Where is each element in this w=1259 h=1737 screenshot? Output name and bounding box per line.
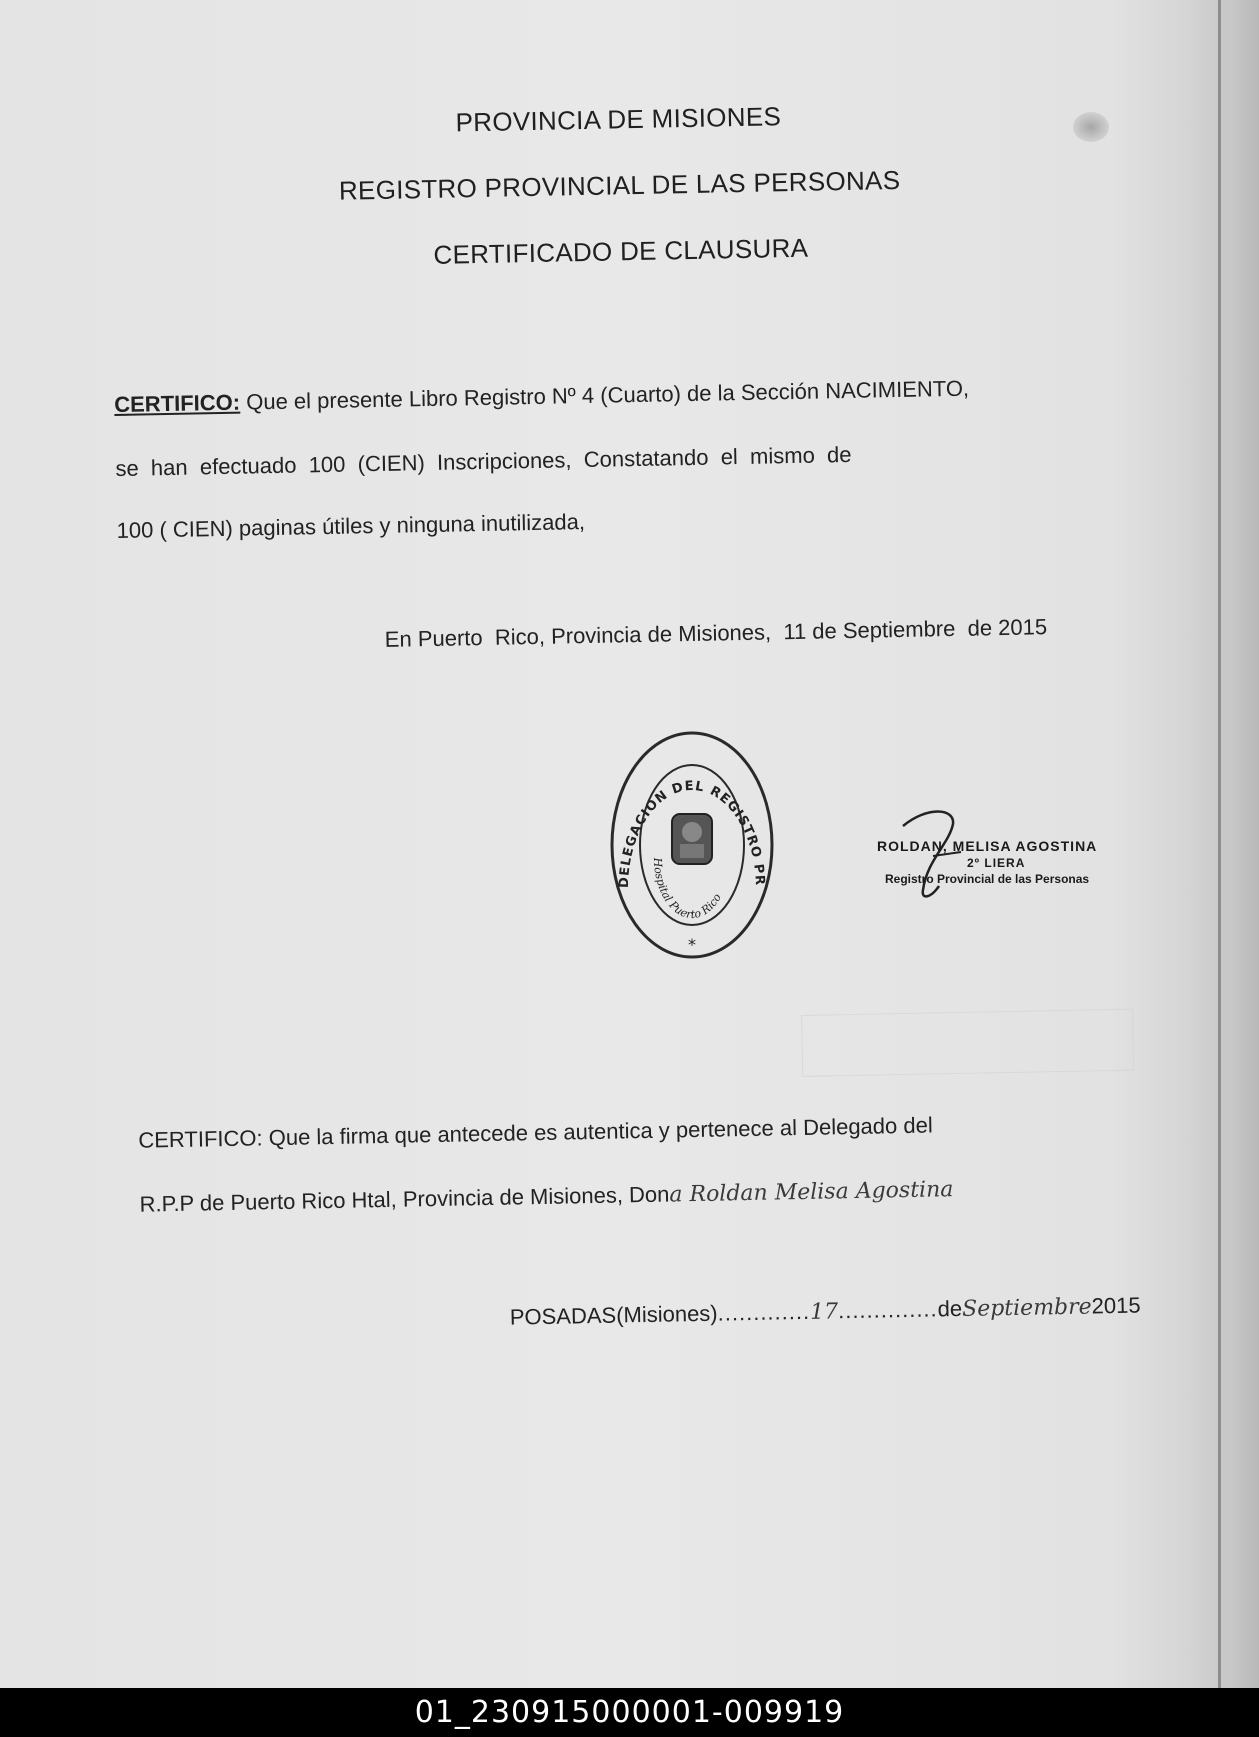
- faint-box: [801, 1009, 1134, 1077]
- svg-text:*: *: [688, 935, 696, 954]
- signature-block: [877, 804, 1137, 904]
- signatory-name: ROLDAN, MELISA AGOSTINA: [877, 838, 1098, 854]
- signatory-title: 2º LIERA: [967, 856, 1026, 870]
- dots-1: .............: [717, 1298, 811, 1326]
- handwritten-name: a Roldan Melisa Agostina: [669, 1177, 954, 1208]
- dots-2: ..............: [837, 1296, 938, 1324]
- posadas-line: [510, 1293, 1141, 1331]
- certificate-line-1: [114, 376, 969, 418]
- certificate-line-1-text: Que el presente Libro Registro Nº 4 (Cuarto) de la Sección NACIMIENTO,: [245, 375, 970, 415]
- signatory-organization: Registro Provincial de las Personas: [885, 872, 1090, 886]
- certificate-line-3: 100 ( CIEN) paginas útiles y ninguna inutilizada,: [116, 509, 586, 544]
- document-id-footer: 01_230915000001-009919: [0, 1688, 1259, 1737]
- certificate-line-2: se han efectuado 100 (CIEN) Inscripciones, Constatando el mismo de: [115, 441, 852, 482]
- signature-scribble: [897, 800, 1017, 910]
- authentication-line-1: CERTIFICO: Que la firma que antecede es autentica y pertenece al Delegado del: [138, 1112, 933, 1153]
- posadas-label: POSADAS(Misiones): [509, 1300, 718, 1330]
- svg-text:Hospital Puerto Rico: Hospital Puerto Rico: [650, 857, 724, 922]
- posadas-year: 2015: [1091, 1292, 1141, 1319]
- heading-registry: REGISTRO PROVINCIAL DE LAS PERSONAS: [338, 164, 901, 206]
- posadas-de: de: [937, 1295, 963, 1322]
- authentication-line-2-text: R.P.P de Puerto Rico Htal, Provincia de Misiones, Don: [139, 1181, 670, 1217]
- authentication-line-2: [139, 1176, 953, 1218]
- svg-text:DELEGACION DEL REGISTRO PROVIN: DELEGACION DEL REGISTRO PR: [616, 778, 768, 889]
- official-stamp: [606, 728, 778, 962]
- certifico-label: CERTIFICO:: [113, 389, 241, 418]
- stamp-seal-icon: [606, 728, 778, 962]
- handwritten-month: Septiembre: [961, 1294, 1092, 1322]
- place-date: En Puerto Rico, Provincia de Misiones, 11 de Septiembre de 2015: [384, 614, 1048, 652]
- handwritten-day: 17: [809, 1299, 839, 1325]
- heading-province: PROVINCIA DE MISIONES: [455, 101, 782, 138]
- heading-certificate-title: CERTIFICADO DE CLAUSURA: [433, 232, 809, 270]
